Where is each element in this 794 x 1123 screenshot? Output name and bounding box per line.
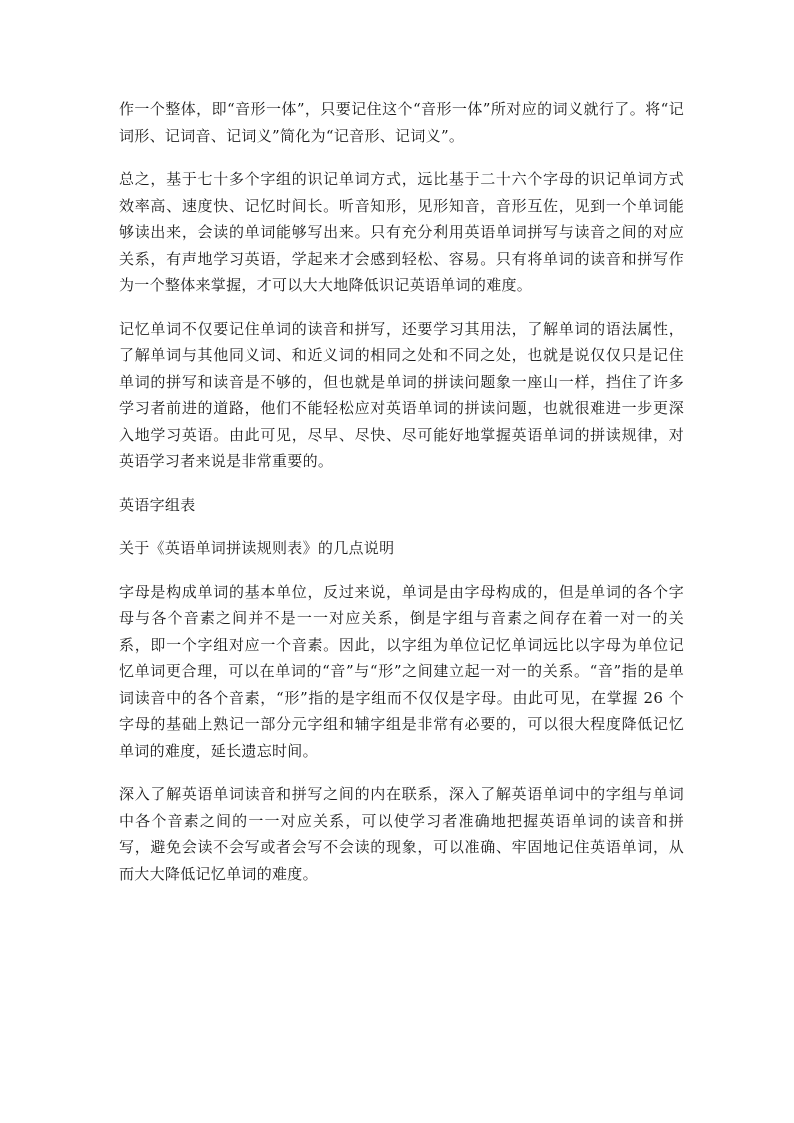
- paragraph-summary-efficiency: 总之，基于七十多个字组的识记单词方式，远比基于二十六个字母的识记单词方式效率高、速度快、记忆时间长。听音知形，见形知音，音形互佐，见到一个单词能够读出来，会读的单词能够写出来。只有充分利用英语单词拼写与读音之间的对应关系，有声地学习英语，学起来才会感到轻松、容易。只有将单词的读音和拼写作为一个整体来掌握，才可以大大地降低识记英语单词的难度。: [119, 170, 684, 294]
- paragraph-memorizing-usage: 记忆单词不仅要记住单词的读音和拼写，还要学习其用法，了解单词的语法属性，了解单词与其他同义词、和近义词的相同之处和不同之处，也就是说仅仅只是记住单词的拼写和读音是不够的，但也就是单词的拼读问题象一座山一样，挡住了许多学习者前进的道路，他们不能轻松应对英语单词的拼读问题，也就很难进一步更深入地学习英语。由此可见，尽早、尽快、尽可能好地掌握英语单词的拼读规律，对英语学习者来说是非常重要的。: [119, 319, 684, 470]
- heading-letter-group-table: 英语字组表: [119, 495, 196, 514]
- heading-rules-notes: 关于《英语单词拼读规则表》的几点说明: [119, 539, 395, 557]
- paragraph-letters-and-phonemes: 字母是构成单词的基本单位，反过来说，单词是由字母构成的，但是单词的各个字母与各个音素之间并不是一一对应关系，倒是字组与音素之间存在着一对一的关系，即一个字组对应一个音素。因此，以字组为单位记忆单词远比以字母为单位记忆单词更合理，可以在单词的“音”与“形”之间建立起一对一的关系。“音”指的是单词读音中的各个音素，“形”指的是字组而不仅仅是字母。由此可见，在掌握 26 个字母的基础上熟记一部分元字组和辅字组是非常有必要的，可以很大程度降低记忆单词的难度，延长遗忘时间。: [119, 582, 684, 760]
- document-page: [119, 96, 684, 904]
- paragraph-deep-understanding: 深入了解英语单词读音和拼写之间的内在联系，深入了解英语单词中的字组与单词中各个音素之间的一一对应关系，可以使学习者准确地把握英语单词的读音和拼写，避免会读不会写或者会写不会读的现象，可以准确、牢固地记住英语单词，从而大大降低记忆单词的难度。: [119, 785, 684, 883]
- paragraph-sound-shape-unity: 作一个整体，即“音形一体”，只要记住这个“音形一体”所对应的词义就行了。将“记词形、记词音、记词义”简化为“记音形、记词义”。: [119, 100, 684, 145]
